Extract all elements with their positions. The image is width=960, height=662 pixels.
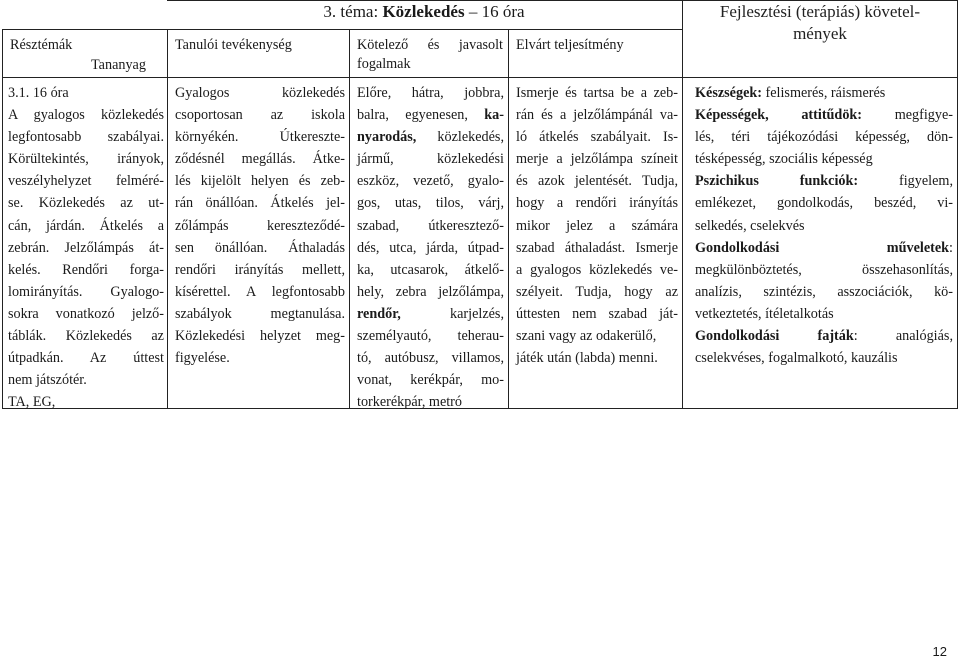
page-title: 3. téma: Közlekedés – 16 óra — [323, 2, 525, 21]
tevekenyseg-line: Közlekedési helyzet meg- — [175, 328, 345, 345]
teljesitmeny-line: rán és a jelzőlámpánál va- — [516, 107, 678, 124]
header-kotelezo-fogalmak: Kötelező és javasolt fogalmak — [357, 37, 503, 72]
teljesitmeny-line: hogy a rendőri irányítás — [516, 195, 678, 212]
tevekenyseg-line: lés kijelölt helyen és zeb- — [175, 173, 345, 190]
teljesitmeny-line: mikor jelez a számára — [516, 217, 678, 234]
header-tananyag: Tananyag — [91, 57, 146, 73]
teljesitmeny-line: szabad áthaladást. Ismerje — [516, 239, 678, 256]
header-fejlesztesi-kovetelmenyek: Fejlesztési (terápiás) követel- mények — [719, 2, 921, 43]
cell-fogalmak: Előre, hátra, jobbra, balra, egyenesen, ka- nyarodás, közlekedés, jármű, közlekedési eszköz, vezető, gyalo- gos, utas, tilos, várj, szabad, útkeresztező- dés, utca, járda, útpad- ka, utcasarok, átkelő- hely, zebra jelzőlámpa, rendőr, karjelzés, személyautó, teherau- tó, autóbusz, villamos, vonat, kerékpár, mo- torkerékpár, metró — [357, 85, 504, 411]
page-number: 12 — [932, 644, 947, 659]
column-divider-4 — [682, 0, 683, 409]
teljesitmeny-line: merje a jelzőlámpa színeit — [516, 151, 678, 168]
header-elvart-teljesitmeny: Elvárt teljesítmény — [516, 37, 624, 53]
tevekenyseg-line: csoportosan az iskola — [175, 107, 345, 124]
tevekenyseg-line: zőlámpás kereszteződé- — [175, 217, 345, 234]
tevekenyseg-line: szabályok megtanulása. — [175, 305, 345, 322]
tevekenyseg-line: környékén. Útkereszte- — [175, 129, 345, 146]
tevekenyseg-line: rendőri irányítás mellett, — [175, 261, 345, 278]
header-tanuloi-tevekenyseg: Tanulói tevékenység — [175, 37, 292, 53]
column-divider-1 — [167, 29, 168, 409]
tananyag-line: útpadkán. Az úttest — [8, 350, 164, 367]
cell-tananyag: 3.1. 16 óra A gyalogos közlekedés legfontosabb szabályai. Körültekintés, irányok, veszélyhelyzet felméré- se. Közlekedés az ut- cán, járdán. Átkelés a zebrán. Jelzőlámpás át- kelés. Rendőri forga- lomirányítás. Gyalogo- sokra vonatkozó jelző- táblák. Közlekedés az útpadkán. Az úttest nem játszótér. TA, EG, — [8, 85, 164, 411]
tananyag-line: se. Közlekedés az ut- — [8, 195, 164, 212]
tananyag-line: A gyalogos közlekedés — [8, 107, 164, 124]
tananyag-line: Körültekintés, irányok, — [8, 151, 164, 168]
teljesitmeny-line: úttesten nem szabad ját- — [516, 305, 678, 322]
header-row-divider — [2, 77, 958, 78]
teljesitmeny-line: ló átkelés szabályait. Is- — [516, 129, 678, 146]
cell-tanuloi-tevekenyseg: Gyalogos közlekedés csoportosan az iskola környékén. Útkereszte- ződésnél megállás. Átke- lés kijelölt helyen és zeb- rán önállóan. Átkelés jel- zőlámpás kereszteződé- sen önállóan. Áthaladás rendőri irányítás mellett, kísérettel. A legfontosabb szabályok megtanulása. Közlekedési helyzet meg- figyelése. — [175, 82, 345, 369]
tananyag-line: lomirányítás. Gyalogo- — [8, 283, 164, 300]
teljesitmeny-line: szélyeit. Tudja, hogy az — [516, 283, 678, 300]
cell-elvart-teljesitmeny: Ismerje és tartsa be a zeb- rán és a jelzőlámpánál va- ló átkelés szabályait. Is- merje a jelzőlámpa színeit és azok jelentését. Tudja, hogy a rendőri irányítás mikor jelez a számára szabad áthaladást. Ismerje a gyalogos közlekedés ve- szélyeit. Tudja, hogy az úttesten nem szabad ját- szani vagy az odakerülő, játék után (labda) menni. — [516, 82, 678, 369]
teljesitmeny-line: a gyalogos közlekedés ve- — [516, 261, 678, 278]
column-divider-2 — [349, 29, 350, 409]
teljesitmeny-line: Ismerje és tartsa be a zeb- — [516, 85, 678, 101]
tevekenyseg-line: kísérettel. A legfontosabb — [175, 283, 345, 300]
tevekenyseg-line: rán önállóan. Átkelés jel- — [175, 195, 345, 212]
table-right-border — [957, 0, 958, 409]
title-row-divider — [2, 29, 683, 30]
cell-fejlesztesi-kovetelmenyek: Készségek: felismerés, ráismerés Képességek, attitűdök: megfigye- lés, téri tájékozódási képesség, dön- tésképesség, szociális képesség Pszichikus funkciók: figyelem, emlékezet, gondolkodás, beszéd, vi- selkedés, cselekvés Gondolkodási műveletek: megkülönböztetés, összehasonlítás, analízis, szintézis, asszociációk, kö- vetkeztetés, ítéletalkotás Gondolkodási fajták: analógiás, cselekvéses, fogalmalkotó, kauzális — [695, 85, 953, 367]
tevekenyseg-line: Gyalogos közlekedés — [175, 85, 345, 101]
tananyag-line: kelés. Rendőri forga- — [8, 261, 164, 278]
tananyag-line: legfontosabb szabályai. — [8, 129, 164, 146]
tananyag-line: cán, járdán. Átkelés a — [8, 217, 164, 234]
tananyag-line: táblák. Közlekedés az — [8, 328, 164, 345]
table-left-border — [2, 29, 3, 409]
tananyag-line: zebrán. Jelzőlámpás át- — [8, 239, 164, 256]
column-divider-3 — [508, 29, 509, 409]
tevekenyseg-line: sen önállóan. Áthaladás — [175, 239, 345, 256]
tevekenyseg-line: ződésnél megállás. Átke- — [175, 151, 345, 168]
tananyag-line: sokra vonatkozó jelző- — [8, 305, 164, 322]
tananyag-line: veszélyhelyzet felméré- — [8, 173, 164, 190]
header-resztemak: Résztémák — [10, 37, 73, 53]
teljesitmeny-line: és azok jelentését. Tudja, — [516, 173, 678, 190]
